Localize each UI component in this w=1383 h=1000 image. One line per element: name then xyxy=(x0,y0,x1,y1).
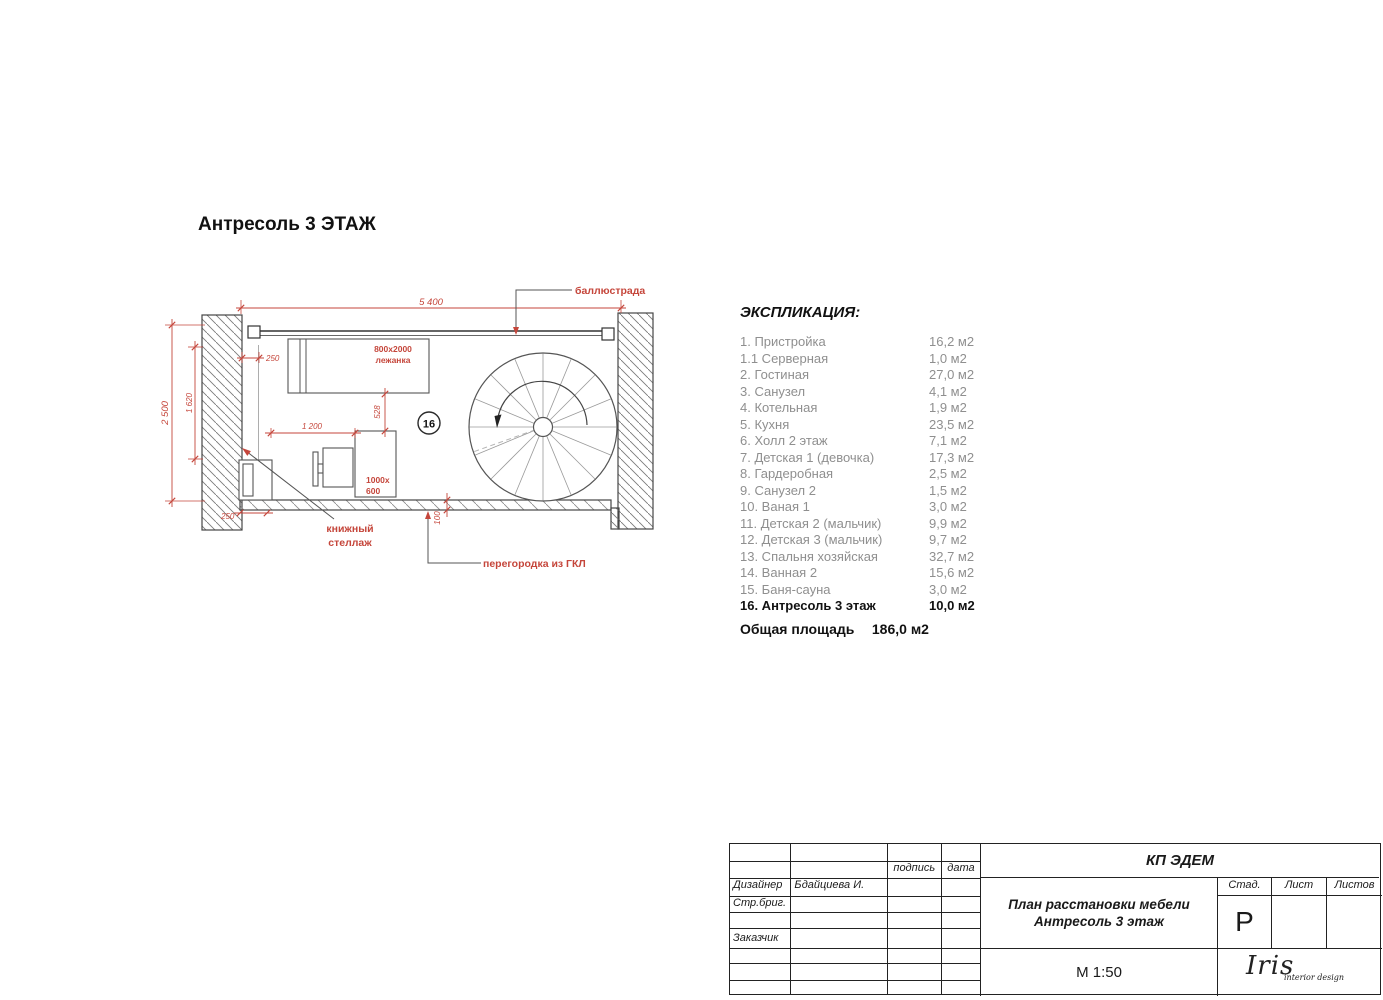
explication-row: 5. Кухня 23,5 м2 xyxy=(740,416,975,432)
explication-row: 8. Гардеробная 2,5 м2 xyxy=(740,466,967,481)
explication-row: 12. Детская 3 (мальчик) 9,7 м2 xyxy=(740,532,967,547)
room-tag-number: 16 xyxy=(422,418,436,431)
explication-list xyxy=(740,334,1000,615)
signature-column-header: подпись xyxy=(888,861,942,878)
dim-offset-top-value: 250 xyxy=(266,354,280,363)
title-block-row xyxy=(730,844,980,862)
floor-plan-drawing xyxy=(150,270,710,600)
wall-right xyxy=(618,313,653,529)
document-title-line2: Антресоль 3 этаж xyxy=(1034,914,1164,929)
bookshelf xyxy=(239,460,272,500)
stage-column-header: Стад. xyxy=(1217,878,1271,896)
dimension-left-inner xyxy=(185,341,203,465)
explication-row: 1. Пристройка 16,2 м2 xyxy=(740,334,975,349)
explication-row: 14. Ванная 2 15,6 м2 xyxy=(740,565,975,580)
title-block-row xyxy=(730,878,980,897)
title-block-row xyxy=(730,928,980,949)
title-block xyxy=(729,843,1381,995)
document-title-line1: План расстановки мебели xyxy=(1008,897,1190,912)
dim-top-width-value: 5 400 xyxy=(419,297,443,308)
studio-logo-tagline: interior design xyxy=(1284,973,1345,982)
total-area-value: 186,0 м2 xyxy=(871,620,929,637)
title-block-row xyxy=(730,896,980,913)
dimension-top-width xyxy=(236,297,626,314)
dimension-desk-offset xyxy=(265,422,361,438)
explication-row: 4. Котельная 1,9 м2 xyxy=(740,400,967,415)
explication-row: 10. Ваная 1 3,0 м2 xyxy=(740,499,967,514)
explication-row: 7. Детская 1 (девочка) 17,3 м2 xyxy=(740,449,975,465)
explication-row-mezzanine: 16. Антресоль 3 этаж 10,0 м2 xyxy=(740,598,975,613)
studio-logo xyxy=(1217,949,1379,996)
dim-left-outer-value: 2 500 xyxy=(160,401,171,425)
explication-row: 15. Баня-сауна 3,0 м2 xyxy=(740,581,967,597)
page-title: Антресоль 3 ЭТАЖ xyxy=(198,214,376,235)
document-title xyxy=(980,878,1217,949)
desk-size-label-line1: 1000x xyxy=(366,475,390,485)
title-block-row xyxy=(730,963,980,981)
dim-partition-thickness-value: 100 xyxy=(433,511,442,525)
bed-name-label: лежанка xyxy=(375,355,411,365)
bookshelf-label-line2: стеллаж xyxy=(328,537,372,549)
sheets-column-header: Листов xyxy=(1326,878,1382,896)
bookshelf-label-line1: книжный xyxy=(326,523,374,535)
balustrade-post-right xyxy=(602,328,614,340)
explication-row: 13. Спальня хозяйская 32,7 м2 xyxy=(740,548,975,564)
dim-left-inner-value: 1 620 xyxy=(185,392,194,414)
role-builder-label: Стр.бриг. xyxy=(730,896,791,912)
partition-gkl xyxy=(240,500,611,510)
balustrade-label: баллюстрада xyxy=(575,285,646,297)
explication-row: 3. Санузел 4,1 м2 xyxy=(740,383,967,399)
stage-value-row xyxy=(1217,896,1382,949)
title-block-row xyxy=(730,861,980,879)
scale-value: М 1:50 xyxy=(980,949,1217,996)
stage-value: Р xyxy=(1235,906,1254,937)
dimension-bed-to-desk xyxy=(373,388,388,437)
wall-left xyxy=(202,315,242,530)
partition-label: перегородка из ГКЛ xyxy=(483,558,586,570)
sheet-column-header: Лист xyxy=(1271,878,1326,896)
project-name: КП ЭДЕМ xyxy=(980,844,1379,878)
title-block-row xyxy=(730,912,980,929)
total-area-label: Общая площадь xyxy=(740,620,855,637)
role-designer-label: Дизайнер xyxy=(730,878,791,896)
dimension-offset-bottom xyxy=(220,510,273,521)
date-column-header: дата xyxy=(947,862,975,874)
explication-row: 1.1 Серверная 1,0 м2 xyxy=(740,350,967,366)
bed-size-label: 800x2000 xyxy=(374,344,412,354)
stage-header-row xyxy=(1217,878,1382,896)
explication-row: 6. Холл 2 этаж 7,1 м2 xyxy=(740,433,967,448)
balustrade-post-left xyxy=(248,326,260,338)
studio-logo-name: Iris xyxy=(1246,951,1295,981)
role-client-label: Заказчик xyxy=(730,928,791,948)
balustrade xyxy=(248,326,614,340)
explication-heading: ЭКСПЛИКАЦИЯ: xyxy=(740,304,861,321)
room-tag xyxy=(418,412,440,434)
partition-callout xyxy=(425,511,586,570)
sheet-value-cell xyxy=(1271,896,1326,949)
wall-right-foot xyxy=(611,508,619,529)
explication-total xyxy=(740,621,1000,637)
designer-name: Бдайциева И. xyxy=(791,878,887,896)
title-block-row xyxy=(730,980,980,995)
sheets-value-cell xyxy=(1326,896,1382,949)
explication-row: 9. Санузел 2 1,5 м2 xyxy=(740,482,967,498)
chair xyxy=(313,448,353,487)
title-block-row xyxy=(730,948,980,964)
stair-column xyxy=(534,418,553,437)
explication-row: 2. Гостиная 27,0 м2 xyxy=(740,367,975,382)
explication-row: 11. Детская 2 (мальчик) 9,9 м2 xyxy=(740,515,967,531)
explication-panel xyxy=(740,304,1000,637)
spiral-staircase xyxy=(469,353,617,501)
dim-desk-offset-value: 1 200 xyxy=(301,422,323,431)
dim-bed-to-desk-value: 528 xyxy=(373,405,382,419)
dim-offset-bottom-value: 250 xyxy=(221,512,235,521)
desk-size-label-line2: 600 xyxy=(366,486,381,496)
